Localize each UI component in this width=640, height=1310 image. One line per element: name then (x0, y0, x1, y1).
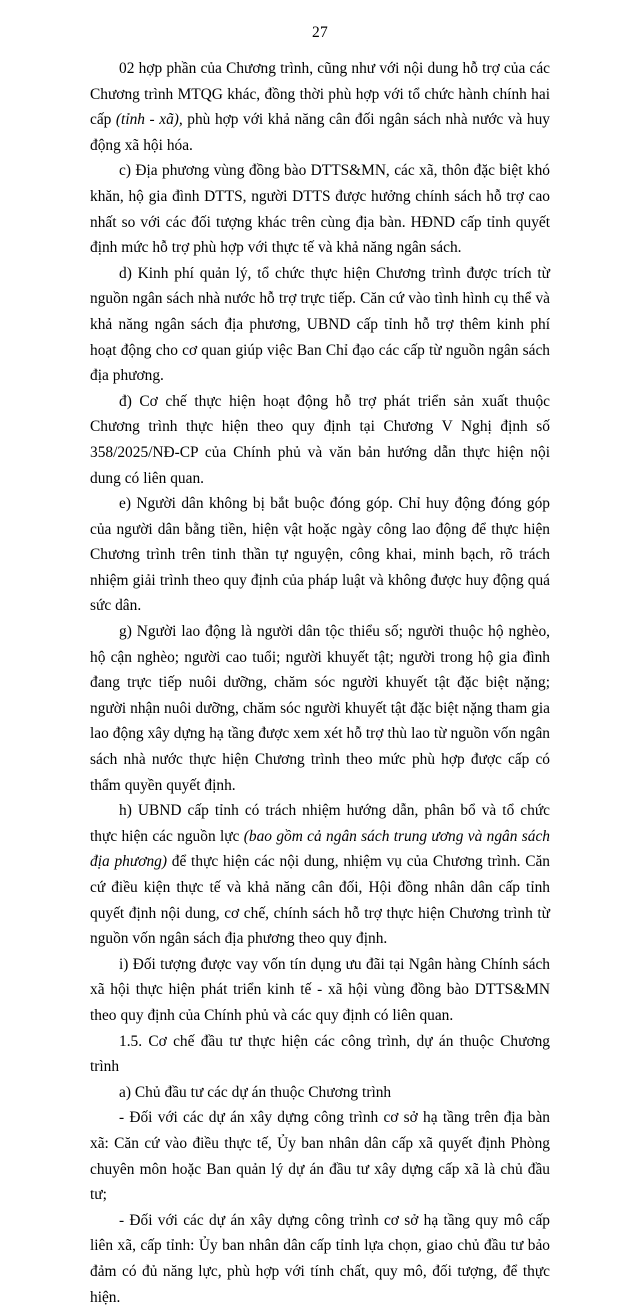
bullet-item-2 (90, 1208, 550, 1310)
bullet-item-1 (90, 1105, 550, 1207)
paragraph-text: 1.5. Cơ chế đầu tư thực hiện các công trình, dự án thuộc Chương trình (90, 1032, 550, 1076)
paragraph-e (90, 491, 550, 619)
paragraph-text-after: để thực hiện các nội dung, nhiệm vụ của Chương trình. Căn cứ điều kiện thực tế và khả năng cân đối, Hội đồng nhân dân cấp tỉnh quyết định nội dung, cơ chế, chính sách hỗ trợ thực hiện Chương trình từ nguồn vốn ngân sách địa phương theo quy định. (90, 853, 550, 948)
document-body (90, 56, 550, 1310)
subsection-heading-a (90, 1080, 550, 1106)
paragraph-text: - Đối với các dự án xây dựng công trình cơ sở hạ tầng quy mô cấp liên xã, cấp tỉnh: Ủy ban nhân dân cấp tỉnh lựa chọn, giao chủ đầu tư bảo đảm có đủ năng lực, phù hợp với tính chất, quy mô, đối tượng, để thực hiện. (90, 1211, 550, 1306)
paragraph-g (90, 619, 550, 798)
paragraph-text: c) Địa phương vùng đồng bào DTTS&MN, các xã, thôn đặc biệt khó khăn, hộ gia đình DTTS, người DTTS được hưởng chính sách hỗ trợ cao nhất so với các đối tượng khác trên cùng địa bàn. HĐND cấp tỉnh quyết định mức hỗ trợ phù hợp với thực tế và khả năng ngân sách. (90, 162, 550, 257)
paragraph-text: h) UBND cấp tỉnh có trách nhiệm hướng dẫn, phân bổ và tổ chức thực hiện các nguồn lực (90, 802, 550, 845)
paragraph-text: d) Kinh phí quản lý, tổ chức thực hiện Chương trình được trích từ nguồn ngân sách nhà nước hỗ trợ trực tiếp. Căn cứ vào tình hình cụ thể và khả năng ngân sách địa phương, UBND cấp tỉnh hỗ trợ thêm kinh phí hoạt động cho cơ quan giúp việc Ban Chỉ đạo các cấp từ nguồn ngân sách địa phương. (90, 264, 550, 385)
paragraph-italic-note: (bao gồm cả ngân sách trung ương và ngân sách địa phương) (90, 827, 550, 871)
paragraph-text: đ) Cơ chế thực hiện hoạt động hỗ trợ phát triển sản xuất thuộc Chương trình thực hiện theo quy định tại Chương V Nghị định số 358/2025/NĐ-CP của Chính phủ và văn bản hướng dẫn thực hiện nội dung có liên quan. (90, 392, 550, 487)
paragraph-d (90, 261, 550, 389)
paragraph-h (90, 798, 550, 952)
paragraph-text: a) Chủ đầu tư các dự án thuộc Chương trình (119, 1083, 392, 1101)
section-heading-1-5 (90, 1029, 550, 1080)
page-number: 27 (312, 24, 328, 41)
paragraph-text: i) Đối tượng được vay vốn tín dụng ưu đãi tại Ngân hàng Chính sách xã hội thực hiện phát triển kinh tế - xã hội vùng đồng bào DTTS&MN theo quy định của Chính phủ và các quy định có liên quan. (90, 955, 550, 1024)
paragraph-italic-note: (tỉnh - xã), (115, 111, 183, 129)
paragraph-text: g) Người lao động là người dân tộc thiểu số; người thuộc hộ nghèo, hộ cận nghèo; người cao tuổi; người khuyết tật; người trong hộ gia đình đang trực tiếp nuôi dưỡng, chăm sóc người khuyết tật đặc biệt nặng; người nhận nuôi dưỡng, chăm sóc người khuyết tật đặc biệt nặng tham gia lao động xây dựng hạ tầng được xem xét hỗ trợ thù lao từ nguồn vốn ngân sách nhà nước thực hiện Chương trình theo mức phù hợp được cấp có thẩm quyền quyết định. (90, 623, 550, 794)
paragraph-text-after: phù hợp với khả năng cân đối ngân sách nhà nước và huy động xã hội hóa. (90, 111, 550, 154)
paragraph-continued-opening (90, 56, 550, 158)
paragraph-c (90, 158, 550, 260)
paragraph-dd (90, 389, 550, 491)
paragraph-i (90, 952, 550, 1029)
paragraph-text: - Đối với các dự án xây dựng công trình cơ sở hạ tầng trên địa bàn xã: Căn cứ vào điều thực tế, Ủy ban nhân dân cấp xã quyết định Phòng chuyên môn hoặc Ban quản lý dự án đầu tư xây dựng cấp xã là chủ đầu tư; (90, 1109, 550, 1204)
paragraph-text: e) Người dân không bị bắt buộc đóng góp. Chỉ huy động đóng góp của người dân bằng tiền, hiện vật hoặc ngày công lao động để thực hiện Chương trình trên tinh thần tự nguyện, công khai, minh bạch, rõ trách nhiệm giải trình theo quy định của pháp luật và không được huy động quá sức dân. (90, 495, 550, 615)
paragraph-text: 02 hợp phần của Chương trình, cũng như với nội dung hỗ trợ của các Chương trình MTQG khác, đồng thời phù hợp với tổ chức hành chính hai cấp (90, 60, 550, 129)
